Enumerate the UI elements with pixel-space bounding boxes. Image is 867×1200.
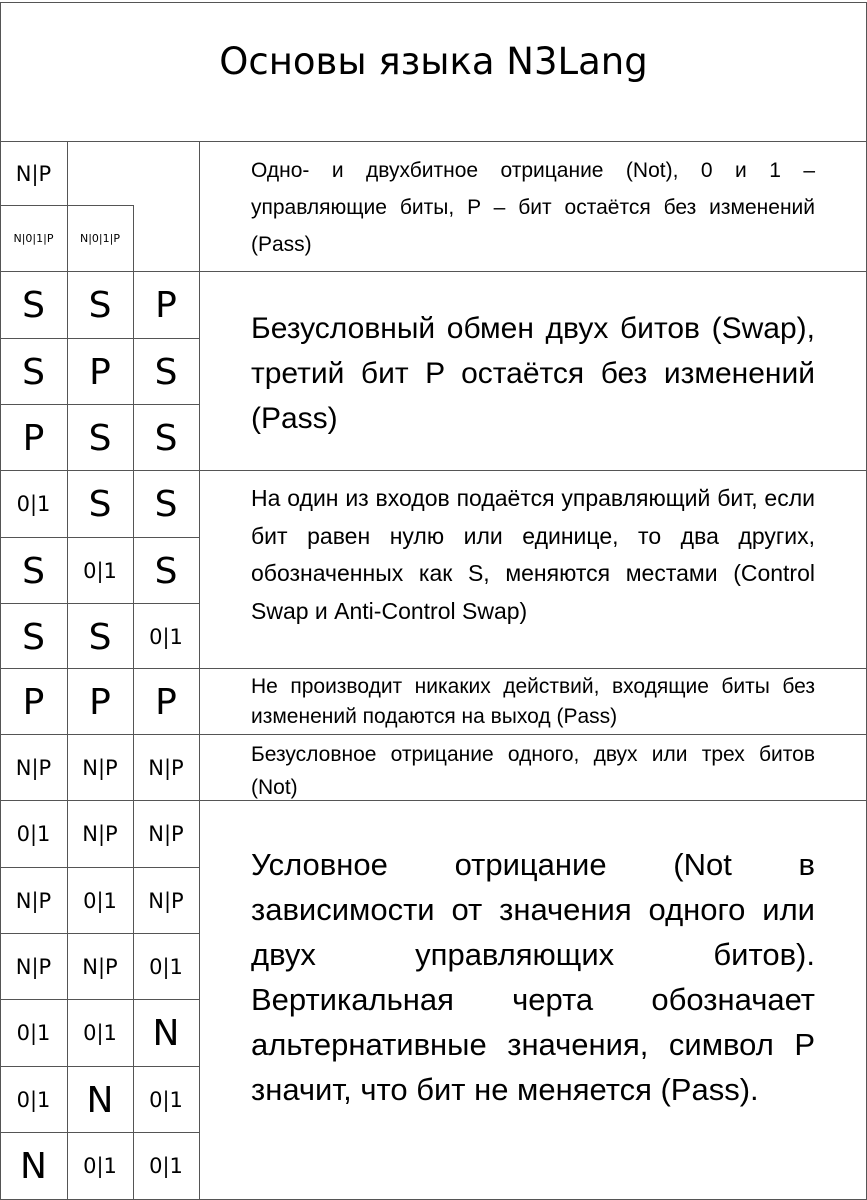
row-divider [0,933,199,934]
gate-cell: 0|1 [16,491,51,516]
gate-cell: P [89,352,111,393]
row-divider [0,603,199,604]
gate-cell: S [88,285,112,326]
gate-cell: P [155,682,177,723]
description-not: Безусловное отрицание одного, двух или трех битов (Not) [251,743,815,799]
row-divider [0,1132,199,1133]
gate-cell: S [88,617,112,658]
description-not-pass: Одно- и двухбитное отрицание (Not), 0 и 1 – управляющие биты, P – бит остаётся без изменений (Pass) [251,159,815,256]
row-divider [0,734,199,735]
page-title: Основы языка N3Lang [219,40,648,83]
row-divider [0,470,199,471]
gate-cell: N|P [82,821,118,846]
row-divider [0,338,199,339]
gate-cell: 0|1 [83,1020,117,1045]
gate-cell: S [22,285,45,326]
group-divider [199,271,867,272]
gate-cell: P [155,285,177,326]
gate-cell: 0|1 [149,1087,183,1112]
gate-cell: N|P [15,888,52,913]
header-n01p-cell-1: N|0|1|P [13,232,54,245]
table-border-top [0,2,867,3]
gate-cell: 0|1 [16,1020,51,1045]
gate-cell: N|P [15,954,52,979]
gate-cell: S [154,484,178,525]
gate-cell: 0|1 [149,954,183,979]
gate-cell: N [86,1080,114,1121]
gate-cell: S [22,551,45,592]
gate-cell: S [88,484,112,525]
row-divider [0,537,199,538]
gate-cell: P [89,682,111,723]
gate-cell: 0|1 [16,1087,51,1112]
gate-cell: 0|1 [149,1153,183,1178]
gate-cell: 0|1 [16,821,51,846]
row-divider [0,668,199,669]
gate-cell: 0|1 [83,888,117,913]
row-divider [0,1066,199,1067]
header-np-cell: N|P [15,162,52,186]
gate-cell: S [154,551,178,592]
header-n01p-cell-2: N|0|1|P [80,232,120,245]
group-divider [199,470,867,471]
gate-cell: 0|1 [83,1153,117,1178]
row-divider [0,999,199,1000]
gate-cell: N [152,1013,180,1054]
gate-cell: S [22,617,45,658]
gate-cell: 0|1 [149,624,183,649]
gate-cell: 0|1 [83,558,117,583]
group-divider [199,734,867,735]
row-divider [0,404,199,405]
description-control-swap: На один из входов подаётся управляющий бит, если бит равен нулю или единице, то два других, обозначенных как S, меняются местами (Control Swap и Anti-Control Swap) [251,485,815,624]
gate-cell: N|P [15,755,52,780]
gate-cell: N|P [82,954,118,979]
col-divider-3 [199,141,200,1200]
gate-cell: N [20,1146,47,1187]
group-divider [199,668,867,669]
gate-cell: P [22,682,45,723]
gate-cell: N|P [82,755,118,780]
gate-cell: S [22,352,45,393]
gate-cell: S [154,418,178,459]
gate-cell: N|P [148,888,184,913]
gate-cell: P [22,418,45,459]
gate-cell: S [154,352,178,393]
row-divider [0,271,199,272]
header-row-divider [0,205,133,206]
row-divider [0,867,199,868]
gate-cell: N|P [148,821,184,846]
row-divider [0,800,199,801]
gate-cell: N|P [148,755,184,780]
description-swap: Безусловный обмен двух битов (Swap), третий бит P остаётся без изменений (Pass) [251,312,815,435]
gate-cell: S [88,418,112,459]
title-divider [0,141,867,142]
description-conditional-not: Условное отрицание (Not в зависимости от значения одного или двух управляющих битов). Вертикальная черта обозначает альтернативные значения, символ P значит, что бит не меняется (Pass). [251,847,815,1107]
description-pass: Не производит никаких действий, входящие биты без изменений подаются на выход (Pass) [251,675,815,728]
